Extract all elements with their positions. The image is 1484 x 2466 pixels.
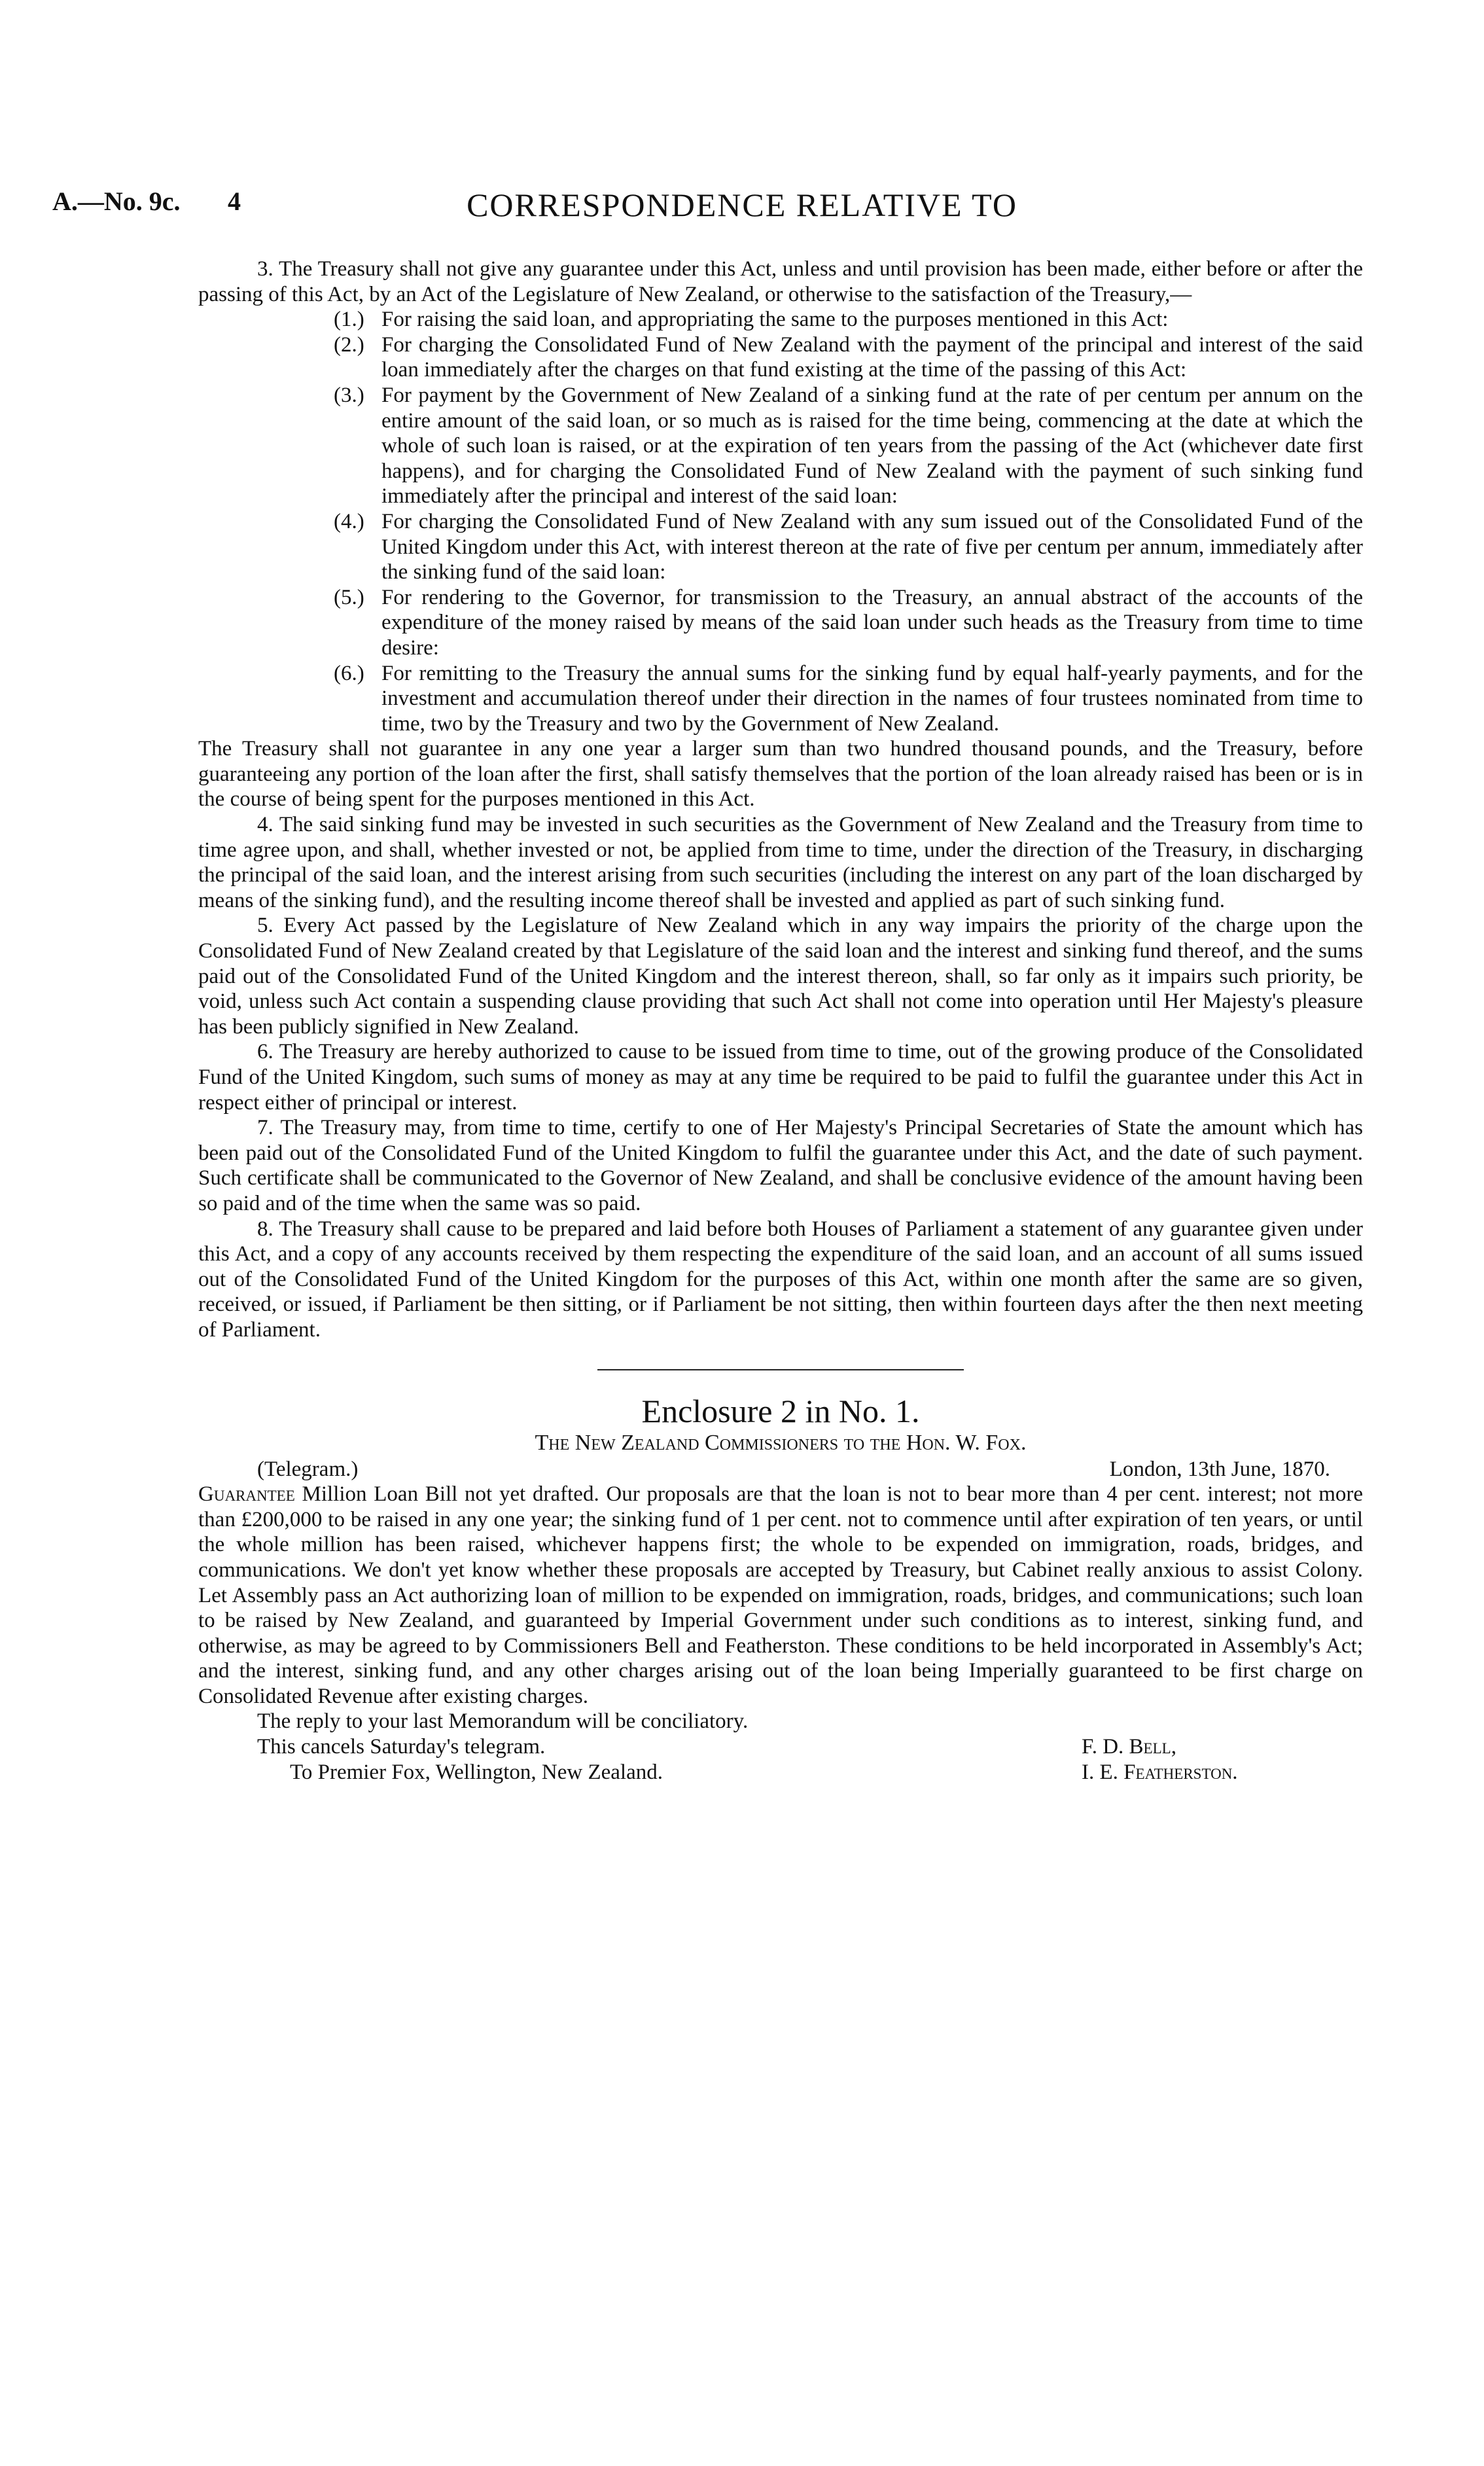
signature-row xyxy=(198,1734,1363,1760)
item-number: (2.) xyxy=(334,332,364,357)
clause-8: 8. The Treasury shall cause to be prepared and laid before both Houses of Parliament a statement of any guarantee given under this Act, and a copy of any accounts received by them respecting the expenditure of the said loan, and an account of all sums issued out of the Consolidated Fund of the United Kingdom for the purposes of this Act, within one month after the same are so given, received, or issued, if Parliament be then sitting, or if Parliament be not sitting, then within fourteen days after the then next meeting of Parliament. xyxy=(198,1217,1363,1342)
clause-3-item xyxy=(198,332,1363,383)
telegram-text: Million Loan Bill not yet drafted. Our proposals are that the loan is not to bear more than 4 per cent. interest; not more than £200,000 to be raised in any one year; the sinking fund of 1 per cent. not to commence until after expiration of ten years, or until the whole million has been raised, whichever happens first; the whole to be expended on immigration, roads, bridges, and communications. We don't yet know whether these proposals are accepted by Treasury, but Cabinet really anxious to assist Colony. Let Assembly pass an Act authorizing loan of million to be expended on immigration, roads, bridges, and communications; such loan to be raised by New Zealand, and guaranteed by Imperial Government under such conditions as to interest, sinking fund, and otherwise, as may be agreed to by Commissioners Bell and Featherston. These conditions to be held incorporated in Assembly's Act; and the interest, sinking fund, and any other charges arising out of the loan being Imperially guaranteed to be first charge on Consolidated Revenue after existing charges. xyxy=(198,1482,1364,1708)
clause-7: 7. The Treasury may, from time to time, certify to one of Her Majesty's Principal Secretaries of State the amount which has been paid out of the Consolidated Fund of the United Kingdom to fulfil the guarantee under this Act, and the date of such payment. Such certificate shall be communicated to the Governor of New Zealand, and shall be conclusive evidence of the amount having been so paid and of the time when the same was so paid. xyxy=(198,1116,1363,1215)
clause-3-item xyxy=(198,383,1363,509)
item-number: (5.) xyxy=(334,585,364,609)
telegram-dateline xyxy=(198,1457,1363,1482)
item-text: For raising the said loan, and appropriating the same to the purposes mentioned in this Act: xyxy=(381,308,1169,332)
item-text: For rendering to the Governor, for transmission to the Treasury, an annual abstract of the accounts of the expenditure of the money raised by means of the said loan under such heads as the Treasury from time to time desire: xyxy=(381,585,1363,660)
telegram-body xyxy=(198,1482,1363,1709)
clause-3-item xyxy=(198,509,1363,585)
enclosure-subtitle: The New Zealand Commissioners to the Hon. W. Fox. xyxy=(535,1430,1027,1455)
clause-3-closing: The Treasury shall not guarantee in any one year a larger sum than two hundred thousand pounds, and the Treasury, before guaranteeing any portion of the loan after the first, shall satisfy themselves that the portion of the loan already raised has been or is in the course of being spent for the purposes mentioned in this Act. xyxy=(198,737,1363,812)
item-text: For remitting to the Treasury the annual sums for the sinking fund by equal half-yearly payments, and for the investment and accumulation thereof under their direction in the names of four trustees nominated from time to time, two by the Treasury and two by the Government of New Zealand. xyxy=(381,661,1363,736)
page-header xyxy=(52,186,1432,225)
item-number: (4.) xyxy=(334,509,364,533)
place-date: London, 13th June, 1870. xyxy=(1109,1457,1330,1481)
clause-3-item xyxy=(198,661,1363,737)
signatory: F. D. Bell, xyxy=(1082,1735,1176,1759)
enclosure-title: Enclosure 2 in No. 1. xyxy=(641,1392,920,1429)
telegram-label: (Telegram.) xyxy=(257,1457,359,1481)
item-text: For payment by the Government of New Zealand of a sinking fund at the rate of per centum per annum on the entire amount of the said loan, or so much as is raised for the time being, commencing at the date at which the whole of such loan is raised, or at the expiration of ten years from the passing of the Act (whichever date first happens), and for charging the Consolidated Fund of New Zealand with the payment of such sinking fund immediately after the principal and interest of the said loan: xyxy=(381,383,1363,509)
running-title: CORRESPONDENCE RELATIVE TO xyxy=(467,187,1017,223)
item-text: For charging the Consolidated Fund of New Zealand with the payment of the principal and interest of the said loan immediately after the charges on that fund existing at the time of the passing of this Act: xyxy=(381,332,1363,382)
cancel-line: This cancels Saturday's telegram. xyxy=(257,1735,546,1759)
clause-3-item xyxy=(198,585,1363,661)
page-number: 4 xyxy=(228,187,241,216)
item-number: (3.) xyxy=(334,383,364,407)
clause-5: 5. Every Act passed by the Legislature of New Zealand which in any way impairs the priority of the charge upon the Consolidated Fund of New Zealand created by that Legislature of the said loan and the interest and sinking fund thereof, and the sums paid out of the Consolidated Fund of the United Kingdom and the interest thereon, shall, so far only as it impairs such priority, be void, unless such Act contain a suspending clause providing that such Act shall not come into operation until Her Majesty's pleasure has been publicly signified in New Zealand. xyxy=(198,914,1363,1039)
item-number: (6.) xyxy=(334,661,364,685)
signatory: I. E. Featherston. xyxy=(1082,1760,1238,1784)
section-divider xyxy=(597,1369,964,1370)
clause-4: 4. The said sinking fund may be invested in such securities as the Government of New Zealand and the Treasury from time to time agree upon, and shall, whether invested or not, be applied from time to time, under the direction of the Treasury, in discharging the principal of the said loan, and the interest arising from such securities (including the interest on any part of the loan discharged by means of the sinking fund), and the resulting income thereof shall be invested and applied as part of such sinking fund. xyxy=(198,813,1363,912)
clause-6: 6. The Treasury are hereby authorized to cause to be issued from time to time, out of the growing produce of the Consolidated Fund of the United Kingdom, such sums of money as may at any time be required to be paid to fulfil the guarantee under this Act in respect either of principal or interest. xyxy=(198,1040,1363,1115)
document-body xyxy=(198,257,1363,1785)
document-reference: A.—No. 9c. xyxy=(52,187,181,216)
signature-row xyxy=(198,1760,1363,1785)
reply-line: The reply to your last Memorandum will be conciliatory. xyxy=(257,1709,749,1734)
clause-3-intro: 3. The Treasury shall not give any guarantee under this Act, unless and until provision has been made, either before or after the passing of this Act, by an Act of the Legislature of New Zealand, or otherwise to the satisfaction of the Treasury,— xyxy=(198,257,1363,306)
item-number: (1.) xyxy=(334,308,364,332)
item-text: For charging the Consolidated Fund of New Zealand with any sum issued out of the Consolidated Fund of the United Kingdom under this Act, with interest thereon at the rate of five per centum per annum, immediately after the sinking fund of the said loan: xyxy=(381,509,1363,584)
lead-word: Guarantee xyxy=(198,1482,295,1507)
clause-3-item xyxy=(198,307,1363,332)
address-line: To Premier Fox, Wellington, New Zealand. xyxy=(290,1760,663,1784)
